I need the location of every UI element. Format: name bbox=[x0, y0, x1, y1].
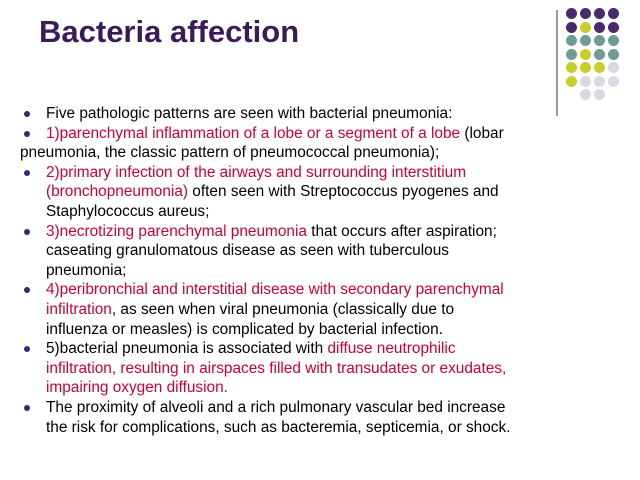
highlighted-text: impairing oxygen diffusion. bbox=[46, 379, 228, 397]
decorative-dot bbox=[594, 62, 605, 73]
decorative-dot bbox=[566, 35, 577, 46]
bullet-item bbox=[20, 339, 628, 398]
bullet-line bbox=[46, 241, 628, 261]
bullet-line bbox=[46, 222, 628, 242]
decorative-dot bbox=[594, 8, 605, 19]
decorative-divider bbox=[556, 10, 558, 116]
decorative-dot bbox=[580, 89, 591, 100]
bullet-line bbox=[46, 182, 628, 202]
highlighted-text: 1)parenchymal inflammation of a lobe or a segment of a lobe bbox=[46, 124, 461, 142]
bullet-text: caseating granulomatous disease as seen with tuberculous bbox=[46, 242, 449, 260]
bullet-item bbox=[20, 222, 628, 281]
bullet-text: The proximity of alveoli and a rich pulmonary vascular bed increase bbox=[46, 398, 506, 416]
bullet-line bbox=[46, 418, 628, 438]
decorative-dot bbox=[580, 76, 591, 87]
decorative-dot bbox=[608, 22, 619, 33]
bullet-line bbox=[46, 124, 628, 144]
bullet-line bbox=[46, 320, 628, 340]
highlighted-text: diffuse neutrophilic bbox=[327, 340, 456, 358]
highlighted-text: (bronchopneumonia) bbox=[46, 183, 189, 201]
highlighted-text: infiltration, resulting in airspaces filled with transudates or exudates, bbox=[46, 359, 507, 377]
bullet-item bbox=[20, 163, 628, 222]
bullet-marker bbox=[24, 346, 30, 352]
bullet-marker bbox=[24, 287, 30, 293]
highlighted-text: 2)primary infection of the airways and surrounding interstitium bbox=[46, 163, 467, 181]
bullet-marker bbox=[24, 229, 30, 235]
bullet-line bbox=[46, 163, 628, 183]
bullet-text: that occurs after aspiration; bbox=[306, 222, 497, 240]
bullet-text: influenza or measles) is complicated by bacterial infection. bbox=[46, 320, 443, 338]
bullet-text: Staphylococcus aureus; bbox=[46, 202, 210, 220]
bullet-line bbox=[46, 398, 628, 418]
highlighted-text: 4)peribronchial and interstitial disease with secondary parenchymal bbox=[46, 281, 504, 299]
decorative-dot bbox=[580, 22, 591, 33]
bullet-text: the risk for complications, such as bacteremia, septicemia, or shock. bbox=[46, 418, 511, 436]
highlighted-text: 3)necrotizing parenchymal pneumonia bbox=[46, 222, 307, 240]
decorative-dot bbox=[594, 49, 605, 60]
bullet-item bbox=[20, 398, 628, 437]
bullet-line bbox=[46, 202, 628, 222]
bullet-item bbox=[20, 280, 628, 339]
bullet-text: 5)bacterial pneumonia is associated with bbox=[46, 340, 328, 358]
decorative-dot bbox=[566, 62, 577, 73]
bullet-line bbox=[46, 261, 628, 281]
decorative-dot bbox=[608, 49, 619, 60]
bullet-line bbox=[46, 339, 628, 359]
decorative-dot bbox=[608, 76, 619, 87]
bullet-text: Five pathologic patterns are seen with bacterial pneumonia: bbox=[46, 105, 453, 122]
decorative-dot bbox=[566, 8, 577, 19]
bullet-marker bbox=[24, 405, 30, 411]
bullet-line bbox=[46, 280, 628, 300]
bullet-line bbox=[46, 359, 628, 379]
decorative-dot bbox=[594, 89, 605, 100]
bullet-marker bbox=[24, 111, 30, 117]
slide-title: Bacteria affection bbox=[39, 14, 300, 49]
bullet-text: pneumonia; bbox=[46, 261, 127, 279]
bullet-text: often seen with Streptococcus pyogenes and bbox=[188, 183, 499, 201]
bullet-line bbox=[46, 300, 628, 320]
bullet-text: , as seen when viral pneumonia (classically due to bbox=[111, 300, 455, 318]
decorative-dot bbox=[608, 35, 619, 46]
decorative-dot bbox=[566, 49, 577, 60]
decorative-dot bbox=[580, 62, 591, 73]
decorative-dot bbox=[580, 49, 591, 60]
decorative-dot bbox=[566, 76, 577, 87]
decorative-dot bbox=[580, 35, 591, 46]
decorative-dot bbox=[608, 62, 619, 73]
highlighted-text: infiltration bbox=[46, 300, 112, 318]
bullet-continuation-line: pneumonia, the classic pattern of pneumococcal pneumonia); bbox=[20, 144, 440, 162]
bullet-marker bbox=[24, 131, 30, 137]
bullet-marker bbox=[24, 170, 30, 176]
bullet-item bbox=[20, 124, 628, 144]
bullet-line bbox=[46, 378, 628, 398]
bullet-item bbox=[20, 104, 628, 124]
bullet-line bbox=[46, 104, 628, 124]
decorative-dot bbox=[594, 76, 605, 87]
decorative-dot bbox=[566, 22, 577, 33]
decorative-dot bbox=[608, 8, 619, 19]
bullet-text: (lobar bbox=[460, 124, 504, 142]
bullet-list bbox=[20, 104, 628, 437]
decorative-dot bbox=[594, 22, 605, 33]
decorative-dot bbox=[580, 8, 591, 19]
decorative-dot bbox=[594, 35, 605, 46]
